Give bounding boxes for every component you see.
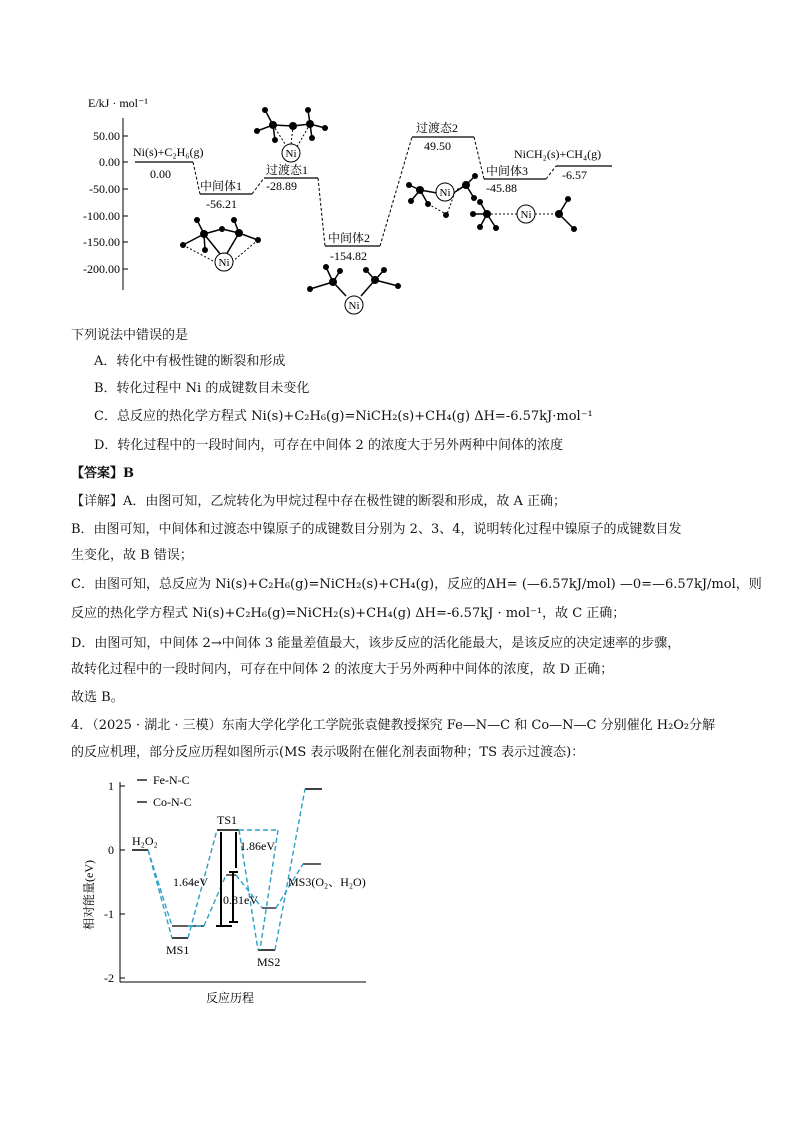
label-ms1: MS1 [166, 943, 190, 957]
molecule-ts1 [254, 107, 328, 162]
explain-line: 生变化，故 B 错误； [71, 548, 193, 563]
level-value: -45.88 [486, 181, 517, 195]
level-value: -56.21 [206, 197, 237, 211]
legend-fe: Fe-N-C [153, 773, 190, 787]
molecule-int2 [307, 264, 401, 314]
ni-atom-label: Ni [285, 148, 297, 160]
level-label: 过渡态1 [266, 163, 309, 177]
ni-atom-label: Ni [218, 257, 230, 269]
option-c: C．总反应的热化学方程式 Ni(s)+C₂H₆(g)=NiCH₂(s)+CH₄(g) ΔH=-6.57kJ·mol⁻¹ [94, 409, 593, 424]
molecule-ts2 [406, 173, 478, 218]
molecule-int3 [470, 196, 577, 232]
annotation-0-81: 0.81eV [223, 893, 258, 907]
explain-line: 故选 B。 [71, 690, 124, 705]
explain-line: D．由图可知，中间体 2→中间体 3 能量差值最大，该步反应的活化能最大，是该反应的决定速率的步骤， [71, 636, 681, 651]
x-axis-label: 反应历程 [206, 991, 255, 1005]
y-tick: -100.00 [83, 209, 120, 223]
level-label: 中间体2 [328, 231, 371, 245]
explain-line: 【详解】A．由图可知，乙烷转化为甲烷过程中存在极性键的断裂和形成，故 A 正确； [71, 494, 567, 509]
level-value: -28.89 [266, 179, 297, 193]
y-tick: 50.00 [93, 129, 120, 143]
ni-atom-label: Ni [520, 209, 532, 221]
y-tick: -1 [104, 907, 114, 921]
level-value: 0.00 [150, 167, 171, 181]
level-label: Ni(s)+C₂H₆(g) [133, 145, 204, 159]
level-label: NiCH₂(s)+CH₄(g) [514, 147, 602, 161]
level-label: 中间体3 [486, 164, 529, 178]
legend-co: Co-N-C [153, 795, 192, 809]
y-tick: -50.00 [89, 182, 120, 196]
ni-atom-label: Ni [348, 300, 360, 312]
level-value: 49.50 [424, 139, 451, 153]
label-ms2: MS2 [257, 955, 281, 969]
level-value: -6.57 [562, 168, 587, 182]
y-tick: 0.00 [99, 155, 120, 169]
level-label: 过渡态2 [416, 121, 459, 135]
y-tick: 1 [108, 779, 114, 793]
y-tick: -150.00 [83, 235, 120, 249]
level-label: 中间体1 [200, 179, 243, 193]
annotation-bars [216, 832, 238, 926]
molecule-int1 [180, 217, 261, 271]
option-a: A．转化中有极性键的断裂和形成 [94, 354, 286, 369]
annotation-1-64: 1.64eV [173, 875, 208, 889]
label-ts1: TS1 [217, 813, 238, 827]
explain-line: C．由图可知，总反应为 Ni(s)+C₂H₆(g)=NiCH₂(s)+CH₄(g)，反应的ΔH= (—6.57kJ/mol) —0=—6.57kJ/mol，则 [71, 577, 762, 592]
annotation-1-86: 1.86eV [240, 839, 275, 853]
question-prompt: 下列说法中错误的是 [71, 328, 189, 343]
option-d: D．转化过程中的一段时间内，可存在中间体 2 的浓度大于另外两种中间体的浓度 [94, 438, 563, 453]
energy-profile-chart-2 [70, 768, 400, 1013]
y-axis-label: 相对能量(eV) [82, 860, 96, 930]
label-h2o2: H₂O₂ [132, 834, 158, 848]
level-value: -154.82 [330, 249, 367, 263]
y-tick: 0 [108, 843, 114, 857]
energy-profile-chart-1 [70, 88, 630, 320]
question4-header: 4．（2025 · 湖北 · 三模）东南大学化学化工学院张袁健教授探究 Fe—N—C 和 Co—N—C 分别催化 H₂O₂分解 [71, 718, 716, 733]
label-ms3: MS3(O₂、H₂O) [288, 875, 366, 889]
explain-line: 反应的热化学方程式 Ni(s)+C₂H₆(g)=NiCH₂(s)+CH₄(g) ΔH=-6.57kJ · mol⁻¹，故 C 正确； [71, 606, 626, 621]
option-b: B．转化过程中 Ni 的成键数目未变化 [94, 381, 310, 396]
answer-label: 【答案】B [71, 466, 134, 481]
y-tick: -200.00 [83, 262, 120, 276]
y-tick: -2 [104, 971, 114, 985]
ni-atom-label: Ni [439, 187, 451, 199]
y-axis-label: E/kJ · mol⁻¹ [88, 96, 148, 110]
question4-header-2: 的反应机理，部分反应历程如图所示(MS 表示吸附在催化剂表面物种；TS 表示过渡态)： [71, 745, 585, 760]
explain-line: B．由图可知，中间体和过渡态中镍原子的成键数目分别为 2、3、4，说明转化过程中镍原子的成键数目发 [71, 522, 682, 537]
explain-line: 故转化过程中的一段时间内，可存在中间体 2 的浓度大于另外两种中间体的浓度，故 D 正确； [71, 662, 614, 677]
